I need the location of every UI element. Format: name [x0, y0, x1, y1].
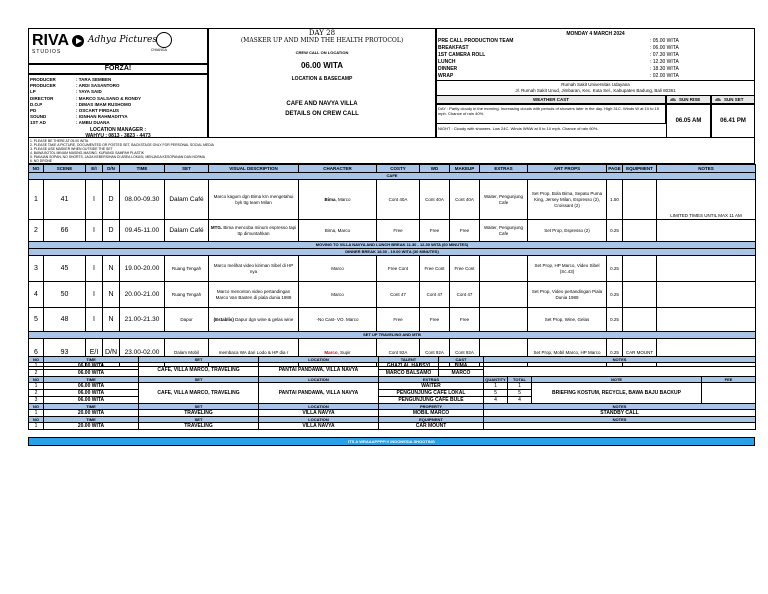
row-character	[299, 282, 377, 308]
crew-role: LP	[30, 89, 36, 95]
schedule-label: LUNCH	[438, 59, 456, 65]
row-extras	[480, 308, 528, 332]
schedule-label: 1ST CAMERA ROLL	[438, 52, 486, 58]
extras-no: 2	[29, 390, 44, 397]
row-equipment	[623, 180, 657, 220]
date: MONDAY 4 MARCH 2024	[566, 31, 625, 37]
location-manager-label: LOCATION MANAGER :	[89, 127, 146, 133]
schedule-time: : 06.00 WITA	[650, 45, 679, 51]
column-header: SET	[139, 357, 259, 363]
extras-quantity: 5	[484, 390, 508, 397]
row-time: 23.00-02.00	[120, 339, 165, 367]
column-header: D/N	[103, 165, 120, 173]
talent-set: CAFE, VILLA MARCO, TRAVELING	[139, 363, 259, 377]
column-header: COSTY	[377, 165, 420, 173]
character-text: Bima, Marco	[324, 227, 351, 233]
row-ei: I	[86, 308, 103, 332]
column-header: VISUAL DESCRIPTION	[209, 165, 299, 173]
venue-address: Jl. Rumah Sakit Unud, Jimbaran, Kec. Kuta Sel., Kabupaten Badung, Bali 80361	[515, 88, 676, 93]
band-label: SET UP TRAVELING AND MTB	[29, 332, 756, 339]
row-page: 0.25	[607, 339, 623, 367]
row-wd: Cont 92A	[420, 339, 450, 367]
row-dn: N	[103, 308, 120, 332]
column-header: EXTRAS	[480, 165, 528, 173]
column-header: SET	[139, 404, 259, 410]
extras-time: 06.00 WITA	[44, 390, 139, 397]
column-header: NOTE	[532, 377, 702, 383]
location-name: CAFE AND NAVYA VILLA	[286, 101, 358, 107]
visual-text: Marco menonton video pertandingan Marco Van Basten di piala dunia 1989	[215, 288, 292, 300]
row-extras: Waiter, Pengunjung Cafe	[480, 180, 528, 220]
row-art-props: Set Prop, Mobil Marco, HP Marco	[528, 339, 607, 367]
extras-quantity: 1	[484, 383, 508, 390]
character-text: Marco	[331, 265, 344, 271]
column-header: TALENT	[379, 357, 439, 363]
row-art-props: Set Prop, Bola Bima, Sepatu Puma King, Jersey Milan, Espresso (2), Croissant (2)	[528, 180, 607, 220]
column-header: TIME	[44, 357, 139, 363]
crew-role: SOUND	[30, 114, 47, 120]
row-no: 4	[29, 282, 44, 308]
note-line: 5. PAKAIAN SOPAN, NO SHORTS, JAGA KEBERSIHAN DI AREA LOKASI, MENJAGA KESOPANAN DAN NORMA	[30, 155, 205, 159]
character-text: -No Cast- VO. Marco	[316, 316, 359, 322]
row-dn: D	[103, 180, 120, 220]
row-makeup: Free	[450, 308, 480, 332]
column-header: SET	[139, 417, 259, 423]
weather-day: DAY : Partly cloudy in the morning. Increasing clouds with periods of showers later in the day. High 31C. Winds W at 10 to 15 mph. Chance of rain 40%.	[438, 106, 659, 116]
row-notes	[657, 282, 756, 308]
chianga-logo: CHIANGA	[151, 48, 167, 52]
schedule-label: PRE CALL PRODUCTION TEAM	[438, 38, 514, 44]
note-line: 2. PLEASE TAKE A PICTURE, DOCUMENTED OR POSTED SET, BACKSTAGE ONLY FOR PERSONAL SOCIAL MEDIA	[30, 143, 214, 147]
crew-role: DIRECTOR	[30, 95, 54, 101]
day-info-block	[208, 28, 436, 138]
talent-cast: BIMA	[439, 363, 484, 370]
schedule-label: DINNER	[438, 66, 458, 72]
extras-name: PENGUNJUNG CAFE BULE	[379, 397, 484, 404]
row-time: 19.00-20.00	[120, 256, 165, 282]
column-header: NO	[29, 377, 44, 383]
row-makeup: Free	[450, 220, 480, 242]
column-header: EXTRAS	[379, 377, 484, 383]
row-ei: I	[86, 220, 103, 242]
row-page: 0.25	[607, 282, 623, 308]
column-header: WD	[420, 165, 450, 173]
row-no: 1	[29, 180, 44, 220]
row-scene: 48	[44, 308, 86, 332]
crew-name: : MARCO SALSANO & RONDY	[76, 95, 141, 101]
column-header: LOCATION	[259, 377, 379, 383]
sunrise-time: 06.05 AM	[675, 118, 702, 124]
column-header: NO	[29, 417, 44, 423]
crew-name: : DIMAS IMAM RUSHOMO	[76, 101, 132, 107]
list-item	[29, 383, 756, 390]
character-bold: Bima	[324, 196, 336, 202]
schedule-time: : 05.00 WITA	[650, 38, 679, 44]
sunset-label: SUN SET	[724, 97, 744, 102]
row-costy: Cont 92A	[377, 339, 420, 367]
band-row	[29, 173, 756, 180]
band-label: MOVING TO VILLA NAVYA AND LUNCH BREAK 11.30 - 12.30 WITA (60 MINUTES)	[29, 242, 756, 249]
schedule-time: : 18.30 WITA	[650, 66, 679, 72]
weather-label: WEATHER CAST	[533, 97, 569, 102]
row-makeup: Free Cont	[450, 256, 480, 282]
equipment-time: 20.00 WITA	[44, 423, 139, 430]
column-header: ART PROPS	[528, 165, 607, 173]
note-line: 3. PLEASE USE MASKER WHEN OUTSIDE THE SET	[30, 147, 113, 151]
crew-name: : YAYA SAID	[76, 89, 102, 95]
property-time: 20.00 WITA	[44, 410, 139, 417]
location-note: DETAILS ON CREW CALL	[285, 111, 359, 117]
sunset-time: 06.41 PM	[720, 118, 746, 124]
row-set: Ruang Tengah	[165, 282, 209, 308]
column-header: SET	[139, 377, 259, 383]
column-header: NOTES	[484, 404, 756, 410]
row-time: 20.00-21.00	[120, 282, 165, 308]
extras-note: BRIEFING KOSTUM, RECYCLE, BAWA BAJU BACKUP	[532, 383, 702, 404]
column-header: MAKEUP	[450, 165, 480, 173]
row-set: Ruang Tengah	[165, 256, 209, 282]
row-costy: Cont 40A	[377, 180, 420, 220]
list-item	[29, 363, 756, 370]
row-dn: D	[103, 220, 120, 242]
equipment-location: VILLA NAVYA	[259, 423, 379, 430]
row-art-props: Set Prop, Espresso (2)	[528, 220, 607, 242]
extras-location: PANTAI PANDAWA, VILLA NAVYA	[259, 383, 379, 404]
row-extras: Waiter, Pengunjung Cafe	[480, 220, 528, 242]
row-extras	[480, 282, 528, 308]
list-item	[29, 423, 756, 430]
row-time: 09.45-11.00	[120, 220, 165, 242]
band-label: DINNER BREAK 18.30 - 19.00 WITA (30 MINUTES)	[29, 249, 756, 256]
extras-time: 06.00 WITA	[44, 397, 139, 404]
extras-quantity: 4	[484, 397, 508, 404]
row-wd: Cont 47	[420, 282, 450, 308]
row-page: 0.25	[607, 308, 623, 332]
column-header: EQUIPMENT	[623, 165, 657, 173]
row-notes	[657, 308, 756, 332]
visual-text: membaca WA dari Lodo & HP dia r	[218, 349, 289, 355]
row-character	[299, 180, 377, 220]
row-equipment: CAR MOUNT	[623, 339, 657, 367]
column-header: QUANTITY	[485, 377, 506, 382]
row-wd: Free	[420, 220, 450, 242]
band-row	[29, 249, 756, 256]
column-header: LOCATION	[259, 404, 379, 410]
row-character	[299, 256, 377, 282]
crew-name: : TARA SEMBEN	[76, 77, 112, 82]
column-header: NOTES	[657, 165, 756, 173]
band-row	[29, 332, 756, 339]
row-no: 2	[29, 220, 44, 242]
column-header: TIME	[120, 165, 165, 173]
weather-night: NIGHT : Cloudy with showers. Low 24C. Winds WNW at 5 to 10 mph. Chance of rain 60%.	[438, 126, 599, 131]
crew-role: PRODUCER	[30, 83, 56, 89]
visual-text: Marco melihat video kiriman Sibel di HP nya	[213, 262, 294, 274]
row-equipment	[623, 256, 657, 282]
row-notes	[657, 220, 756, 242]
schedule-time: : 07.30 WITA	[650, 52, 679, 58]
character-highlight: Marco	[324, 349, 338, 355]
day-title: DAY 28	[308, 29, 336, 37]
row-page: 1.50	[607, 180, 623, 220]
extras-total: 1	[508, 383, 532, 390]
row-set: Dalam Café	[165, 180, 209, 220]
schedule-time: : 02.00 WITA	[650, 73, 679, 79]
venue-name: Rumah Sakit Universitas Udayana	[561, 82, 630, 87]
row-page: 0.25	[607, 256, 623, 282]
crew-call-time: 06.00 WITA	[300, 61, 344, 70]
talent-name: MARCO BALSAMO	[379, 370, 439, 377]
row-costy: Free	[377, 308, 420, 332]
chianga-emblem-icon	[156, 32, 172, 48]
extras-no: 3	[29, 397, 44, 404]
row-set: Dalam Café	[165, 220, 209, 242]
extras-name: WAITER	[379, 383, 484, 390]
crew-name: : ARDI SASANTORO	[76, 83, 120, 89]
row-dn: D/N	[103, 339, 120, 367]
footer-bar: ITS A WRAAAPPPP!!! INDONESIA SHOOTING	[28, 437, 755, 446]
column-header: NO	[29, 404, 44, 410]
column-header: SCENE	[44, 165, 86, 173]
riva-logo-sub: STUDIOS	[32, 49, 62, 55]
row-equipment	[623, 308, 657, 332]
row-ei: I	[86, 180, 103, 220]
visual-bold: (Establis)	[213, 316, 234, 322]
band-label: CAFE	[29, 173, 756, 180]
row-equipment	[623, 220, 657, 242]
column-header: PAGE	[608, 165, 621, 171]
row-ei: E/I	[86, 339, 103, 367]
crew-name: : AMBU DUANA	[76, 120, 110, 126]
row-costy: Free	[377, 220, 420, 242]
crew-role: 1ST AD	[30, 120, 46, 126]
table-row	[29, 220, 756, 242]
extras-no: 1	[29, 383, 44, 390]
row-visual	[209, 308, 299, 332]
row-makeup: Cont 40A	[450, 180, 480, 220]
note-line: 1. PLEASE BE THERE AT 05.00 WITA	[30, 139, 89, 143]
column-header: NO	[29, 165, 44, 173]
column-header: TOTAL	[508, 377, 532, 383]
row-no: 6	[29, 339, 44, 367]
row-time: 21.00-21.30	[120, 308, 165, 332]
column-header: TIME	[44, 404, 139, 410]
extras-time: 06.00 WITA	[44, 383, 139, 390]
location-label: LOCATION & BASECAMP	[291, 76, 353, 82]
row-dn: N	[103, 282, 120, 308]
row-scene: 66	[44, 220, 86, 242]
band-row	[29, 242, 756, 249]
row-art-props: Set Prop, Wine, Gelas	[528, 308, 607, 332]
row-scene: 50	[44, 282, 86, 308]
row-no: 5	[29, 308, 44, 332]
row-ei: I	[86, 282, 103, 308]
talent-location: PANTAI PANDAWA, VILLA NAVYA	[259, 363, 379, 377]
column-header: EQUIPMENT	[379, 417, 484, 423]
talent-time: 06.00 WITA	[44, 363, 139, 370]
character-text: , Supir	[337, 349, 351, 355]
row-equipment	[623, 282, 657, 308]
visual-text: Marco kagum dgn Bima krn mengetahui byk ttg team Milan	[213, 193, 294, 205]
equipment-notes	[484, 423, 756, 430]
column-header: TIME	[44, 377, 139, 383]
row-notes	[657, 256, 756, 282]
column-header: TIME	[44, 417, 139, 423]
column-header: NO	[29, 357, 44, 363]
property-notes: STANDBY CALL	[484, 410, 756, 417]
column-header: LOCATION	[259, 357, 379, 363]
row-visual	[209, 220, 299, 242]
row-character	[299, 308, 377, 332]
property-no: 1	[29, 410, 44, 417]
location-manager: WAHYU : 0813 - 3823 - 4473	[85, 133, 151, 139]
extras-fee	[702, 383, 756, 404]
list-item	[29, 410, 756, 417]
equipment-item: CAR MOUNT	[379, 423, 484, 430]
character-text: , Marco	[335, 196, 351, 202]
row-wd: Cont 40A	[420, 180, 450, 220]
scene-table	[28, 164, 756, 367]
row-scene: 41	[44, 180, 86, 220]
row-page: 0.25	[607, 220, 623, 242]
sunrise-label: SUN RISE	[679, 97, 701, 102]
sunrise-icon	[670, 98, 676, 101]
adhya-pictures-logo: Adhya Pictures	[88, 35, 158, 45]
crew-role: D.O.P	[30, 101, 43, 107]
column-header: LOCATION	[259, 417, 379, 423]
table-row	[29, 180, 756, 220]
column-header: CHARACTER	[299, 165, 377, 173]
column-header: NOTES	[484, 357, 756, 363]
crew-name: : IGNHAN RAHMADITYA	[76, 114, 128, 120]
title-tag: FORZA!	[104, 65, 132, 72]
talent-name: GHAZI AL HABSYI	[379, 363, 439, 370]
crew-role: PD	[30, 108, 37, 113]
equipment-set: TRAVELING	[139, 423, 259, 430]
row-extras	[480, 256, 528, 282]
column-header: CAST	[439, 357, 484, 363]
crew-name: : OSCART FIRDAUS	[76, 108, 119, 113]
property-item: MOBIL MARCO	[379, 410, 484, 417]
column-header: SET	[165, 165, 209, 173]
crew-call-label: CREW CALL ON LOCATION	[295, 50, 349, 55]
extras-set: CAFE, VILLA MARCO, TRAVELING	[139, 383, 259, 404]
table-row	[29, 308, 756, 332]
call-sheet	[28, 28, 755, 448]
visual-text: Bima mencoba minum espresso tapi ttp dimuntahkan	[222, 224, 297, 236]
row-notes: LIMITED TIMES UNTIL MAX 11 AM	[657, 180, 756, 220]
lower-tables	[28, 356, 756, 430]
extras-total: 5	[508, 390, 532, 397]
schedule-label: BREAKFAST	[438, 45, 469, 51]
extras-name: PENGUNJUNG CAFE LOKAL	[379, 390, 484, 397]
visual-text: Dapur dgn wine & gelas wine	[233, 316, 294, 322]
row-scene: 45	[44, 256, 86, 282]
column-header: NOTES	[484, 417, 756, 423]
row-costy: Free Cont	[377, 256, 420, 282]
sunset-icon	[715, 98, 721, 101]
play-icon	[72, 35, 84, 47]
riva-logo: RIVA	[32, 32, 70, 49]
row-set: Dapur	[165, 308, 209, 332]
talent-time: 06.00 WITA	[44, 370, 139, 377]
row-art-props: Set Prop, Video pertandingan Piala Dunia 1989	[528, 282, 607, 308]
row-ei: I	[86, 256, 103, 282]
visual-bold: MTG.	[210, 224, 223, 230]
table-row	[29, 256, 756, 282]
talent-cast: MARCO	[439, 370, 484, 377]
talent-no: 1	[29, 363, 44, 370]
row-dn: N	[103, 256, 120, 282]
column-header: FEE	[702, 377, 756, 383]
table-row	[29, 282, 756, 308]
property-location: VILLA NAVYA	[259, 410, 379, 417]
protocol-note: (MASKER UP AND MIND THE HEALTH PROTOCOL)	[240, 37, 404, 44]
talent-notes	[484, 363, 756, 377]
schedule-time: : 12.30 WITA	[650, 59, 679, 65]
column-header: PROPERTY	[379, 404, 484, 410]
row-visual	[209, 256, 299, 282]
talent-no: 2	[29, 370, 44, 377]
table-header	[29, 165, 756, 173]
row-set: Dalam Mobil	[165, 339, 209, 367]
character-text: Marco	[331, 291, 344, 297]
row-wd: Free	[420, 308, 450, 332]
property-set: TRAVELING	[139, 410, 259, 417]
row-scene: 93	[44, 339, 86, 367]
schedule-label: WRAP	[438, 73, 454, 79]
column-header: E/I	[86, 165, 103, 173]
equipment-no: 1	[29, 423, 44, 430]
row-character	[299, 220, 377, 242]
crew-role: PRODUCER	[30, 77, 56, 82]
row-art-props: Set Prop, HP Marco, Video Sibel (Sc.43)	[528, 256, 607, 282]
row-makeup: Cont 92A	[450, 339, 480, 367]
row-costy: Cont 47	[377, 282, 420, 308]
row-visual	[209, 180, 299, 220]
row-time: 08.00-09.30	[120, 180, 165, 220]
note-line: 4. BAWA BOTOL MINUM MASING-MASING, KURANGI SAMPAH PLASTIK	[30, 151, 145, 155]
note-line: 6. NO DRONE	[30, 159, 53, 163]
extras-total: 4	[508, 397, 532, 404]
row-visual	[209, 282, 299, 308]
row-wd: Free Cont	[420, 256, 450, 282]
row-makeup: Cont 47	[450, 282, 480, 308]
row-no: 3	[29, 256, 44, 282]
